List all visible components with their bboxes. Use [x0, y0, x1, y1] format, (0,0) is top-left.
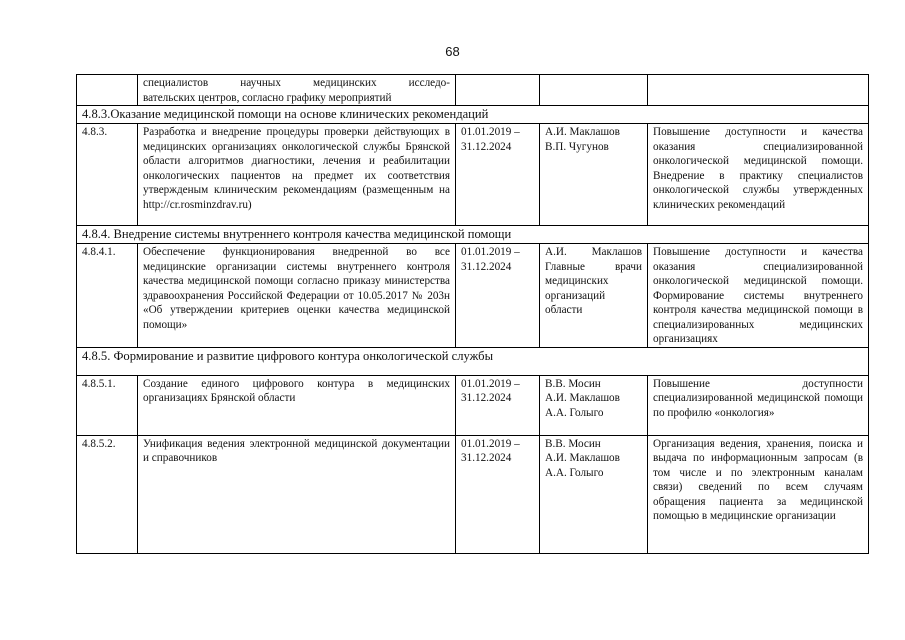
- date-start: 01.01.2019 –: [461, 437, 520, 450]
- dates-cell: [456, 75, 540, 106]
- responsible-cell: [540, 75, 648, 106]
- row-responsible: [540, 435, 648, 553]
- responsible-person: А.А. Голыго: [545, 406, 604, 419]
- responsible-person: А.И. Маклашов: [545, 126, 620, 138]
- continuation-line-2: вательских центров, согласно графику мероприятий: [143, 91, 392, 104]
- row-responsible: [540, 375, 648, 435]
- row-description: Создание единого цифрового контура в медицинских организациях Брянской области: [138, 375, 456, 435]
- description-cell: [138, 75, 456, 106]
- row-dates: [456, 435, 540, 553]
- section-heading: 4.8.4. Внедрение системы внутреннего контроля качества медицинской помощи: [77, 226, 869, 244]
- row-responsible: [540, 124, 648, 226]
- responsible-person: В.П. Чугунов: [545, 140, 609, 153]
- table-row: [77, 375, 869, 435]
- table-row: [77, 244, 869, 348]
- date-start: 01.01.2019 –: [461, 377, 520, 390]
- responsible-person: области: [545, 304, 583, 316]
- row-dates: [456, 375, 540, 435]
- row-dates: [456, 124, 540, 226]
- responsible-person: А.И. Маклашов: [545, 246, 642, 258]
- section-heading: 4.8.5. Формирование и развитие цифрового контура онкологической службы: [77, 347, 869, 375]
- responsible-person: А.И. Маклашов: [545, 392, 620, 404]
- responsible-person: медицинских: [545, 275, 609, 287]
- date-start: 01.01.2019 –: [461, 246, 520, 258]
- responsible-person: Главные врачи: [545, 260, 642, 273]
- section-heading-row: [77, 347, 869, 375]
- date-end: 31.12.2024: [461, 452, 512, 464]
- section-heading-row: [77, 106, 869, 124]
- result-cell: [648, 75, 869, 106]
- section-heading-row: [77, 226, 869, 244]
- date-end: 31.12.2024: [461, 140, 512, 153]
- date-end: 31.12.2024: [461, 260, 512, 273]
- date-start: 01.01.2019 –: [461, 126, 520, 138]
- row-number: 4.8.4.1.: [77, 244, 138, 348]
- row-result: Повышение доступности специализированной медицинской помощи по профилю «онкология»: [648, 375, 869, 435]
- continuation-line-1: специалистов научных медицинских исследо-: [143, 77, 450, 89]
- action-plan-table: [76, 74, 869, 554]
- responsible-person: В.В. Мосин: [545, 377, 601, 390]
- row-responsible: [540, 244, 648, 348]
- section-heading: 4.8.3.Оказание медицинской помощи на основе клинических рекомендаций: [77, 106, 869, 124]
- responsible-person: А.А. Голыго: [545, 466, 604, 479]
- responsible-person: В.В. Мосин: [545, 437, 601, 450]
- date-end: 31.12.2024: [461, 392, 512, 404]
- row-result: Повышение доступности и качества оказания специализированной онкологической медицинской помощи. Внедрение в практику специалистов онкологической службы утвержденных клинических рекомендаций: [648, 124, 869, 226]
- continuation-row: [77, 75, 869, 106]
- row-description: Обеспечение функционирования внедренной во все медицинские организации системы внутреннего контроля качества медицинской помощи согласно приказу министерства здравоохранения Российской Федерации от 10.05.2017 № 203н «Об утверждении критериев оценки качества медицинской помощи»: [138, 244, 456, 348]
- responsible-person: организаций: [545, 289, 606, 302]
- num-cell: [77, 75, 138, 106]
- row-number: 4.8.3.: [77, 124, 138, 226]
- table-row: [77, 124, 869, 226]
- row-number: 4.8.5.1.: [77, 375, 138, 435]
- row-description: Унификация ведения электронной медицинской документации и справочников: [138, 435, 456, 553]
- page-number: 68: [445, 44, 460, 59]
- table-row: [77, 435, 869, 553]
- row-dates: [456, 244, 540, 348]
- row-number: 4.8.5.2.: [77, 435, 138, 553]
- responsible-person: А.И. Маклашов: [545, 452, 620, 464]
- row-description: Разработка и внедрение процедуры проверки действующих в медицинских организациях онкологической службы Брянской области алгоритмов диагностики, лечения и реабилитации онкологических пациентов на предмет их соответствия утвержденым клиническим рекомендациям (размещенным на http://cr.rosminzdrav.ru): [138, 124, 456, 226]
- row-result: Повышение доступности и качества оказания специализированной онкологической медицинской помощи. Формирование системы внутреннего контроля качества медицинской помощи в специализированных медицинских организациях: [648, 244, 869, 348]
- row-result: Организация ведения, хранения, поиска и выдача по информационным запросам (в том числе и по электронным каналам связи) сведений по всем случаям обращения пациента за медицинской помощью в медицинские организации: [648, 435, 869, 553]
